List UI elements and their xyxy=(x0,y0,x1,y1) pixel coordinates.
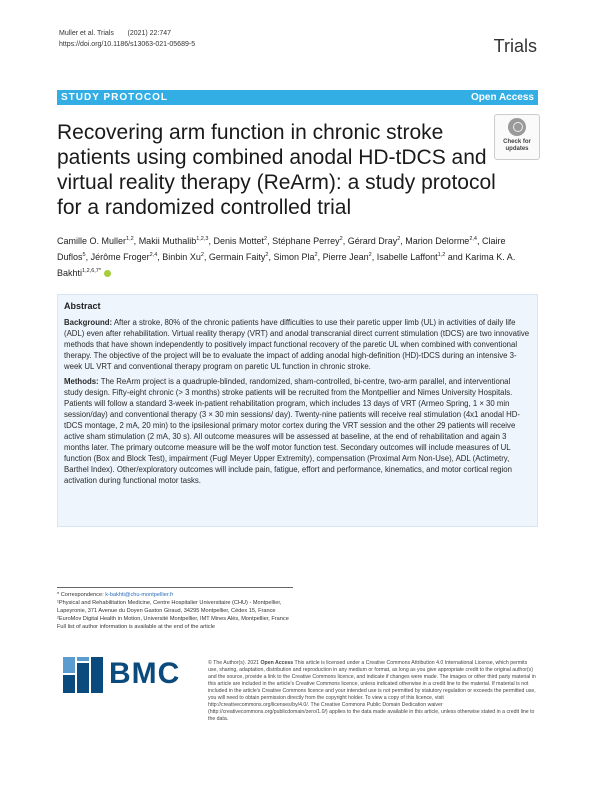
methods-label: Methods: xyxy=(64,377,99,386)
footnote-divider xyxy=(57,587,293,588)
author-affiliation-marker: 2 xyxy=(264,236,268,242)
abstract-box xyxy=(57,294,538,527)
correspondence-line xyxy=(57,591,297,599)
author-name-text: Marion Delorme xyxy=(405,236,470,246)
author-affiliation-marker: 2 xyxy=(200,252,204,258)
correspondence-email[interactable]: k-bakhti@chu-montpellier.fr xyxy=(105,592,174,598)
author-name xyxy=(377,252,446,262)
journal-citation xyxy=(59,30,171,37)
author-affiliation-marker: 1,2,3 xyxy=(196,236,209,242)
license-text-block xyxy=(208,660,538,723)
journal-name: Muller et al. Trials xyxy=(59,30,114,37)
open-access-notice: Open Access xyxy=(260,660,294,666)
correspondence-label: * Correspondence: xyxy=(57,592,104,598)
methods-text: The ReArm project is a quadruple-blinded, randomized, sham-controlled, bi-centre, two-arm parallel, and interventional study design. Fifty-eight chronic (> 3 months) stroke patients will be recruited from the Montpellier and Nimes University Hospitals. Patients will follow a standard 3-week in-patient rehabilitation program, which includes 13 days of VRT (Armeo Spring, 1 × 30 min session/day) and conventional therapy (3 × 30 min sessions/ day). Twenty-nine patients will receive real stimulation (4x1 anodal HD-tDCS montage, 2 mA, 20 min) to the ipsilesional primary motor cortex during the VRT session and the other 29 patients will receive active sham stimulation (2 mA, 30 s). All outcome measures will be assessed at baseline, at the end of rehabilitation and again 3 months later. The primary outcome measure will be the wolf motor function test. Secondary outcomes will include measures of UL function (Box and Block Test), impairment (Fugl Meyer Upper Extremity), compensation (Proximal Arm Non-Use), ADL (Actimetry, Barthel Index). Other/exploratory outcomes will include pain, fatigue, effort and performance, kinematics, and motor cortical region activation during functional motor tasks. xyxy=(64,377,520,485)
author-name-text: Makii Muthalib xyxy=(138,236,197,246)
copyright-notice: © The Author(s). 2021 xyxy=(208,660,260,666)
author-name xyxy=(405,236,477,246)
background-text: After a stroke, 80% of the chronic patients have difficulties to use their paretic upper limb (UL) in activities of daily life (ADL) even after rehabilitation. Virtual reality therapy (VRT) and anodal transcranial direct current stimulation (tDCS) are two innovative methods that have shown independently to positively impact functional recovery of the paretic UL when combined with conventional therapy. The objective of the project will be to evaluate the impact of adding anodal high-definition (HD)-tDCS during an intensive 3-week UL VRT and conventional therapy program on paretic UL function in chronic stroke. xyxy=(64,318,530,371)
author-name-text: Karima K. A. Bakhti xyxy=(57,252,516,278)
abstract-background xyxy=(64,317,531,372)
author-name xyxy=(91,252,158,262)
author-name-text: Denis Mottet xyxy=(213,236,264,246)
author-name xyxy=(323,252,372,262)
check-for-updates-button[interactable] xyxy=(494,114,540,160)
journal-meta: (2021) 22:747 xyxy=(127,30,172,37)
author-affiliation-marker: 1,2 xyxy=(437,252,446,258)
author-name-text: Simon Pla xyxy=(273,252,315,262)
author-name-text: Jérôme Froger xyxy=(90,252,150,262)
author-name-text: Binbin Xu xyxy=(162,252,201,262)
bmc-logo-mark-icon xyxy=(61,655,107,695)
author-name-text: Isabelle Laffont xyxy=(376,252,438,262)
author-name-text: Gérard Dray xyxy=(347,236,398,246)
author-affiliation-marker: 1,2,6,7* xyxy=(82,268,101,274)
author-name-text: Pierre Jean xyxy=(322,252,369,262)
open-access-label: Open Access xyxy=(471,92,534,103)
author-affiliation-marker: 2 xyxy=(314,252,318,258)
author-name xyxy=(57,236,134,246)
author-name-text: Claire Duflos xyxy=(57,236,506,262)
article-type-banner xyxy=(57,90,538,105)
author-affiliation-marker: 2,4 xyxy=(469,236,477,242)
author-name xyxy=(213,236,267,246)
author-affiliation-marker: 2,4 xyxy=(149,252,158,258)
bmc-logo-text: BMC xyxy=(109,657,181,690)
author-name xyxy=(209,252,269,262)
bmc-logo xyxy=(61,655,181,695)
author-name-text: Stéphane Perrey xyxy=(272,236,340,246)
footnotes xyxy=(57,591,297,631)
author-affiliation-marker: 2 xyxy=(265,252,269,258)
author-affiliation-marker: 1,2 xyxy=(126,236,134,242)
author-name-text: Camille O. Muller xyxy=(57,236,127,246)
doi-link[interactable]: https://doi.org/10.1186/s13063-021-05689-5 xyxy=(59,41,196,48)
license-body: This article is licensed under a Creative Commons Attribution 4.0 International License, which permits use, sharing, adaptation, distribution and reproduction in any medium or format, as long as you give appropriate credit to the original author(s) and the source, provide a link to the Creative Commons licence, and indicate if changes were made. The images or other third party material in this article are included in the article's Creative Commons licence, unless indicated otherwise in a credit line to the material. If material is not included in the article's Creative Commons licence and your intended use is not permitted by statutory regulation or exceeds the permitted use, you will need to obtain permission directly from the copyright holder. To view a copy of this licence, visit http://creativecommons.org/licenses/by/4.0/. The Creative Commons Public Domain Dedication waiver (http://creativecommons.org/publicdomain/zero/1.0/) applies to the data made available in this article, unless otherwise stated in a credit line to the data. xyxy=(208,660,536,722)
update-badge-icon xyxy=(508,118,526,136)
author-name xyxy=(139,236,209,246)
article-title: Recovering arm function in chronic stroke patients using combined anodal HD-tDCS and virtual reality therapy (ReArm): a study protocol for a randomized controlled trial xyxy=(57,121,496,219)
journal-brand: Trials xyxy=(493,36,537,56)
author-affiliation-marker: 2 xyxy=(339,236,343,242)
author-name xyxy=(274,252,318,262)
author-affiliation-marker: 5 xyxy=(82,252,86,258)
author-name xyxy=(162,252,204,262)
abstract-heading: Abstract xyxy=(64,301,101,311)
author-list: Camille O. Muller$^{1,2}$, Makii Muthalib$^{1,2,3}$, Denis Mottet$^2$, Stéphane Perrey$^2$, Gérard Dray$^2$, Marion Delorme$^{2,4}$, Claire Duflos$^5$, Jérôme Froger$^{2,4}$, Binbin Xu$^2$, Germain Faity$^2$, Simon Pla$^2$, Pierre Jean$^2$, Isabelle Laffont$^{1,2}$ and Karima K. A. Bakhti$^{1,2,6,7*}$ xyxy=(57,236,516,278)
author-affiliation-marker: 2 xyxy=(368,252,372,258)
abstract-methods xyxy=(64,376,531,486)
check-for-updates-label: Check for updates xyxy=(503,139,531,152)
affiliation-1: ¹Physical and Rehabilitation Medicine, Centre Hospitalier Universitaire (CHU) - Montpellier, Lapeyronie, 371 Avenue du Doyen Gaston Giraud, 34295 Montpellier, Cédex 15, France xyxy=(57,600,282,615)
author-info-note: Full list of author information is available at the end of the article xyxy=(57,624,215,631)
affiliation-2: ²EuroMov Digital Health in Motion, Université Montpellier, IMT Mines Alès, Montpellier, France xyxy=(57,616,289,623)
author-name-text: Germain Faity xyxy=(208,252,266,262)
orcid-icon[interactable] xyxy=(104,270,111,277)
author-name xyxy=(272,236,343,246)
article-type-label: STUDY PROTOCOL xyxy=(61,92,168,103)
author-name xyxy=(348,236,401,246)
author-affiliation-marker: 2 xyxy=(397,236,401,242)
background-label: Background: xyxy=(64,318,113,327)
